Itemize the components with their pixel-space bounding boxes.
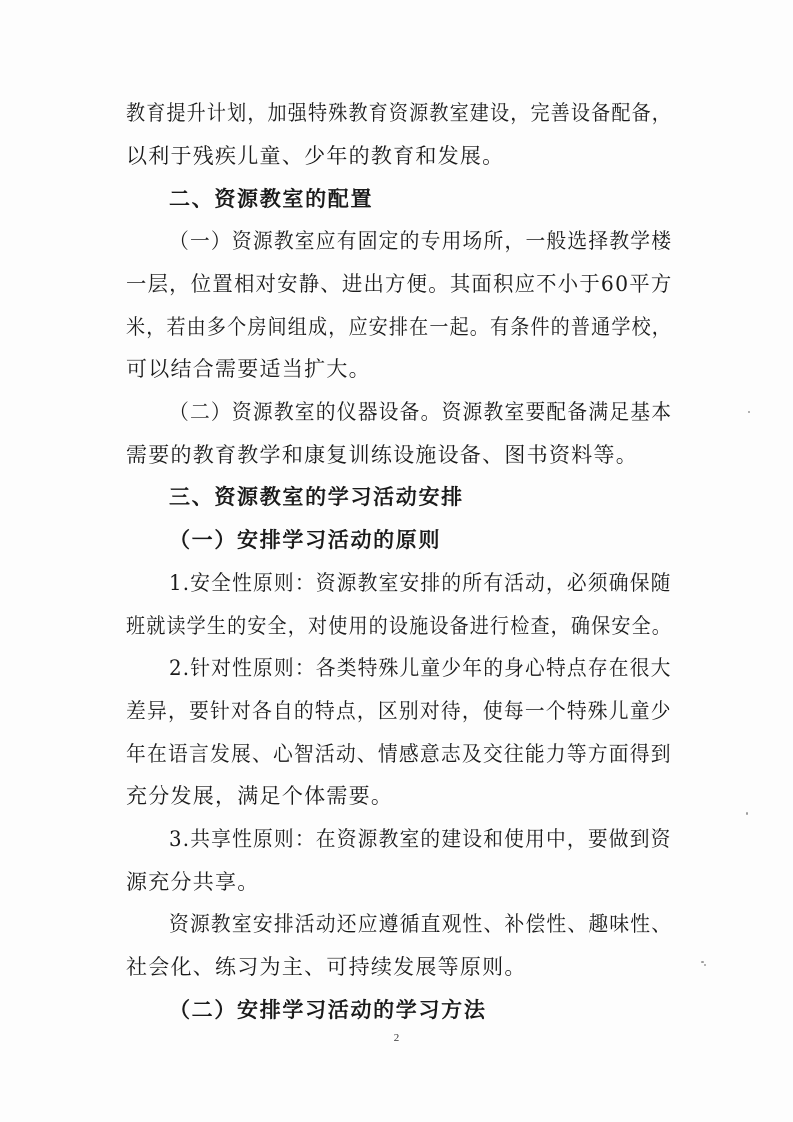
scan-speck [704, 964, 706, 966]
text-line: 源充分共享。 [126, 870, 260, 894]
text-line: （二）资源教室的仪器设备。资源教室要配备满足基本 [169, 400, 673, 424]
text-line: 可以结合需要适当扩大。 [126, 357, 371, 381]
text-line: 以利于残疾儿童、少年的教育和发展。 [126, 144, 505, 168]
text-line: 需要的教育教学和康复训练设施设备、图书资料等。 [126, 443, 638, 467]
text-line: 资源教室安排活动还应遵循直观性、补偿性、趣味性、 [169, 912, 673, 936]
scan-speck [748, 411, 750, 413]
text-line: 年在语言发展、心智活动、情感意志及交往能力等方面得到 [126, 742, 672, 766]
subsection-heading: （二）安排学习活动的学习方法 [169, 998, 487, 1022]
section-heading: 三、资源教室的学习活动安排 [169, 485, 464, 509]
text-line: 班就读学生的安全，对使用的设施设备进行检查，确保安全。 [126, 614, 673, 638]
section-heading: 二、资源教室的配置 [169, 187, 374, 211]
text-line: 充分发展，满足个体需要。 [126, 784, 394, 808]
page-number: 2 [393, 1032, 400, 1044]
text-line: 1.安全性原则：资源教室安排的所有活动，必须确保随 [169, 571, 672, 595]
text-line: 一层，位置相对安静、进出方便。其面积应不小于60平方 [126, 272, 673, 296]
scan-speck [746, 812, 748, 815]
text-line: 3.共享性原则：在资源教室的建设和使用中，要做到资 [169, 827, 672, 851]
text-line: 差异，要针对各自的特点，区别对待，使每一个特殊儿童少 [126, 699, 672, 723]
text-line: （一）资源教室应有固定的专用场所，一般选择教学楼 [169, 229, 673, 253]
text-line: 社会化、练习为主、可持续发展等原则。 [126, 955, 527, 979]
text-line: 米，若由多个房间组成，应安排在一起。有条件的普通学校， [126, 315, 673, 339]
subsection-heading: （一）安排学习活动的原则 [169, 528, 442, 552]
scan-speck [701, 961, 704, 963]
text-line: 2.针对性原则：各类特殊儿童少年的身心特点存在很大 [169, 656, 672, 680]
text-line: 教育提升计划，加强特殊教育资源教室建设，完善设备配备， [126, 101, 673, 125]
